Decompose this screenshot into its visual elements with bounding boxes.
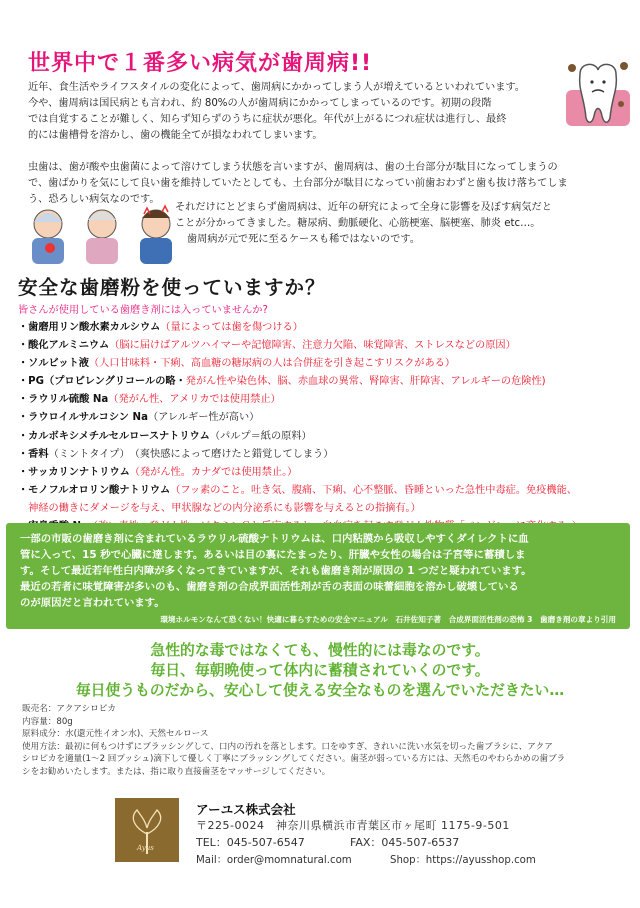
main-title: 世界中で１番多い病気が歯周病!! xyxy=(28,51,373,76)
company-address: 〒225-0024 神奈川県横浜市青葉区市ヶ尾町 1175-9-501 xyxy=(196,819,510,832)
company-fax: FAX：045-507-6537 xyxy=(350,836,460,849)
company-tel: TEL：045-507-6547 xyxy=(196,836,305,849)
sick-people-illustration xyxy=(22,202,190,266)
list-item: ・ソルビット液（人口甘味料・下痢、高血糖の糖尿病の人は合併症を引き起こすリスクがある） xyxy=(18,358,456,370)
list-item: ・サッカリンナトリウム（発がん性。カナダでは使用禁止。） xyxy=(18,466,298,478)
list-item: ・香料（ミントタイプ） （爽快感によって磨けたと錯覚してしまう） xyxy=(18,448,334,460)
section-title: 安全な歯磨粉を使っていますか？ xyxy=(18,276,326,299)
list-item: ・酸化アルミニウム（脳に届けばアルツハイマーや記憶障害、注意力欠陥、味覚障害、ストレスなどの原因） xyxy=(18,340,516,352)
list-item: ・歯磨用リン酸水素カルシウム（量によっては歯を傷つける） xyxy=(18,322,303,333)
list-item: ・モノフルオロリン酸ナトリウム（フッ素のこと。吐き気、腹痛、下痢、心不整脈、昏睡といった急性中毒症。免疫機能、 xyxy=(18,484,577,496)
warning-box xyxy=(6,523,630,629)
list-item: ・PG（プロピレングリコールの略・発がん性や染色体、脳、赤血球の異常、腎障害、肝障害、アレルギーの危険性) xyxy=(18,376,546,388)
company-mail[interactable]: Mail：order@momnatural.com xyxy=(196,855,352,866)
list-item: ・ラウロイルサルコシン Na（アレルギー性が高い） xyxy=(18,412,260,424)
company-shop-url[interactable]: Shop：https://ayusshop.com xyxy=(390,855,536,866)
cavity-paragraph: 虫歯は、歯が酸や虫歯菌によって溶けてしまう状態を言いますが、歯周病は、歯の土台部分が駄目になってしまうの で、歯ばかりを気にして良い歯を維持していたとしても、土台部分が駄目になってい前歯おわずと歯も抜け落ちてしま う、恐ろしい病気なのです。 xyxy=(28,162,568,205)
list-item: 神経の働きにダメージを与え、甲状腺などの内分泌系にも影響を与えるとの指摘有。） xyxy=(18,502,421,514)
logo-text: Ayus xyxy=(137,844,154,852)
systemic-disease-paragraph: それだけにとどまらず歯周病は、近年の研究によって全身に影響を及ぼす病気だと ことが分かってきました。糖尿病、動脈硬化、心筋梗塞、脳梗塞、肺炎 etc…。 歯周病が元で死に至るケースも稀ではないのです。 xyxy=(175,202,552,245)
sad-tooth-illustration xyxy=(566,60,630,126)
list-item: ・ラウリル硫酸 Na（発がん性、アメリカでは使用禁止） xyxy=(18,394,281,406)
question-text: 皆さんが使用している歯磨き剤には入っていませんか? xyxy=(18,305,268,316)
warning-text: 一部の市販の歯磨き剤に含まれているラウリル硫酸ナトリウムは、口内粘膜から吸収しやすくダイレクトに血 管に入って、15 秒で心臓に達します。あるいは目の裏にたまったり、肝臓や女性の場合は子宮等に蓄積しま す。そして最近若年性白内障が多くなってきていますが、それも歯磨き剤が原因の 1 つだと疑われています。 最近の若者に味覚障害が多いのも、歯磨き剤の合成界面活性剤が舌の表面の味蕾細胞を溶かし破壊している のが原因だと言われています。 xyxy=(20,533,532,609)
company-name: アーユス株式会社 xyxy=(196,802,296,817)
slogan: 急性的な毒ではなくても、慢性的には毒なのです。 毎日、毎朝晩使って体内に蓄積されていくのです。 毎日使うものだから、安心して使える安全なものを選んでいただきたい… xyxy=(75,642,565,699)
citation: 環境ホルモンなんて恐くない！快適に暮らすための安全マニュアル 石井佐知子著 合成界面活性剤の恐怖 3 歯磨き剤の章より引用 xyxy=(160,615,616,624)
list-item: ・カルボキシメチルセルロースナトリウム（パルプ＝紙の原料） xyxy=(18,430,312,442)
product-info: 販売名：アクアシロピカ 内容量：80g 原料成分：水(還元性イオン水)、天然セルロース 使用方法：最初に何もつけずにブラッシングして、口内の汚れを落とします。口をゆすぎ、きれいに洗い水気を切った歯ブラシに、アクア シロピカを適量(1〜2 回プッシュ)滴下して優しく丁寧にブラッシングしてください。歯茎が弱っている方には、天然毛のやわらかめの歯ブラ シをお勧めいたします。または、指に取り直接歯茎をマッサージしてください。 xyxy=(22,704,566,777)
ingredient-list xyxy=(18,319,630,536)
intro-paragraph: 近年、食生活やライフスタイルの変化によって、歯周病にかかってしまう人が増えているといわれています。 今や、歯周病は国民病とも言われ、約 80%の人が歯周病にかかってしまっているのです。初期の段階 では自覚することが難しく、知らず知らずのうちに症状が悪化。年代が上がるにつれ症状は進行し、最終 的には歯槽骨を溶かし、歯の機能全てが損なわれてしまいます。 xyxy=(28,82,525,141)
company-logo xyxy=(115,798,179,862)
